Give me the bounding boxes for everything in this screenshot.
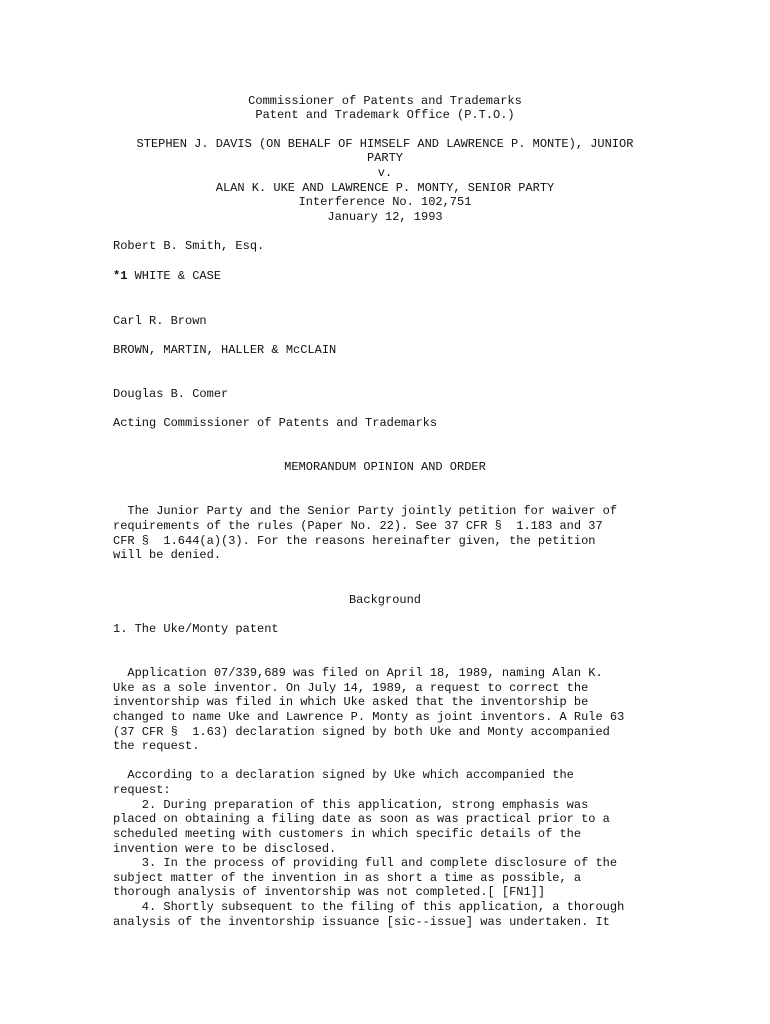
background-subheading: 1. The Uke/Monty patent xyxy=(113,622,279,636)
para2-line: invention were to be disclosed. xyxy=(113,842,337,856)
para1-line: (37 CFR § 1.63) declaration signed by both Uke and Monty accompanied xyxy=(113,725,610,739)
para2-line: 2. During preparation of this application, strong emphasis was xyxy=(113,798,589,812)
decision-date: January 12, 1993 xyxy=(327,210,443,224)
para2-line: thorough analysis of inventorship was not completed.[ [FN1]] xyxy=(113,885,546,899)
intro-line: CFR § 1.644(a)(3). For the reasons hereinafter given, the petition xyxy=(113,534,596,548)
para1-line: changed to name Uke and Lawrence P. Monty as joint inventors. A Rule 63 xyxy=(113,710,625,724)
junior-party-line2: PARTY xyxy=(366,151,403,165)
para2-line: analysis of the inventorship issuance [sic--issue] was undertaken. It xyxy=(113,915,610,929)
background-heading: Background xyxy=(348,593,421,607)
attorney-1: Robert B. Smith, Esq. xyxy=(113,239,265,253)
para2-line: placed on obtaining a filing date as soon as was practical prior to a xyxy=(113,812,610,826)
para2-line: 4. Shortly subsequent to the filing of this application, a thorough xyxy=(113,900,625,914)
senior-party-line: ALAN K. UKE AND LAWRENCE P. MONTY, SENIOR PARTY xyxy=(215,181,555,195)
junior-party-line1: STEPHEN J. DAVIS (ON BEHALF OF HIMSELF AND LAWRENCE P. MONTE), JUNIOR xyxy=(136,137,634,151)
commissioner-name: Douglas B. Comer xyxy=(113,387,229,401)
para2-line: 3. In the process of providing full and complete disclosure of the xyxy=(113,856,618,870)
para2-line: request: xyxy=(113,783,171,797)
para2-line: scheduled meeting with customers in which specific details of the xyxy=(113,827,582,841)
versus-text: v. xyxy=(377,166,393,180)
para1-line: the request. xyxy=(113,739,200,753)
firm-1-name: WHITE & CASE xyxy=(127,269,222,283)
para2-line: subject matter of the invention in as short a time as possible, a xyxy=(113,871,582,885)
attorney-2: Carl R. Brown xyxy=(113,314,207,328)
commissioner-title: Acting Commissioner of Patents and Trademarks xyxy=(113,416,438,430)
memo-heading: MEMORANDUM OPINION AND ORDER xyxy=(284,460,486,474)
firm-1-line xyxy=(113,269,221,284)
office-title-line1: Commissioner of Patents and Trademarks xyxy=(248,94,522,108)
para1-line: Application 07/339,689 was filed on April 18, 1989, naming Alan K. xyxy=(113,666,603,680)
office-title-line2: Patent and Trademark Office (P.T.O.) xyxy=(255,108,515,122)
star-page-marker: *1 xyxy=(113,269,128,283)
intro-line: will be denied. xyxy=(113,548,222,562)
para1-line: inventorship was filed in which Uke asked that the inventorship be xyxy=(113,695,589,709)
intro-line: The Junior Party and the Senior Party jointly petition for waiver of xyxy=(113,504,618,518)
intro-line: requirements of the rules (Paper No. 22). See 37 CFR § 1.183 and 37 xyxy=(113,519,603,533)
para1-line: Uke as a sole inventor. On July 14, 1989, a request to correct the xyxy=(113,681,589,695)
para2-line: According to a declaration signed by Uke which accompanied the xyxy=(113,768,574,782)
interference-number: Interference No. 102,751 xyxy=(298,195,472,209)
firm-2-name: BROWN, MARTIN, HALLER & McCLAIN xyxy=(113,343,337,357)
